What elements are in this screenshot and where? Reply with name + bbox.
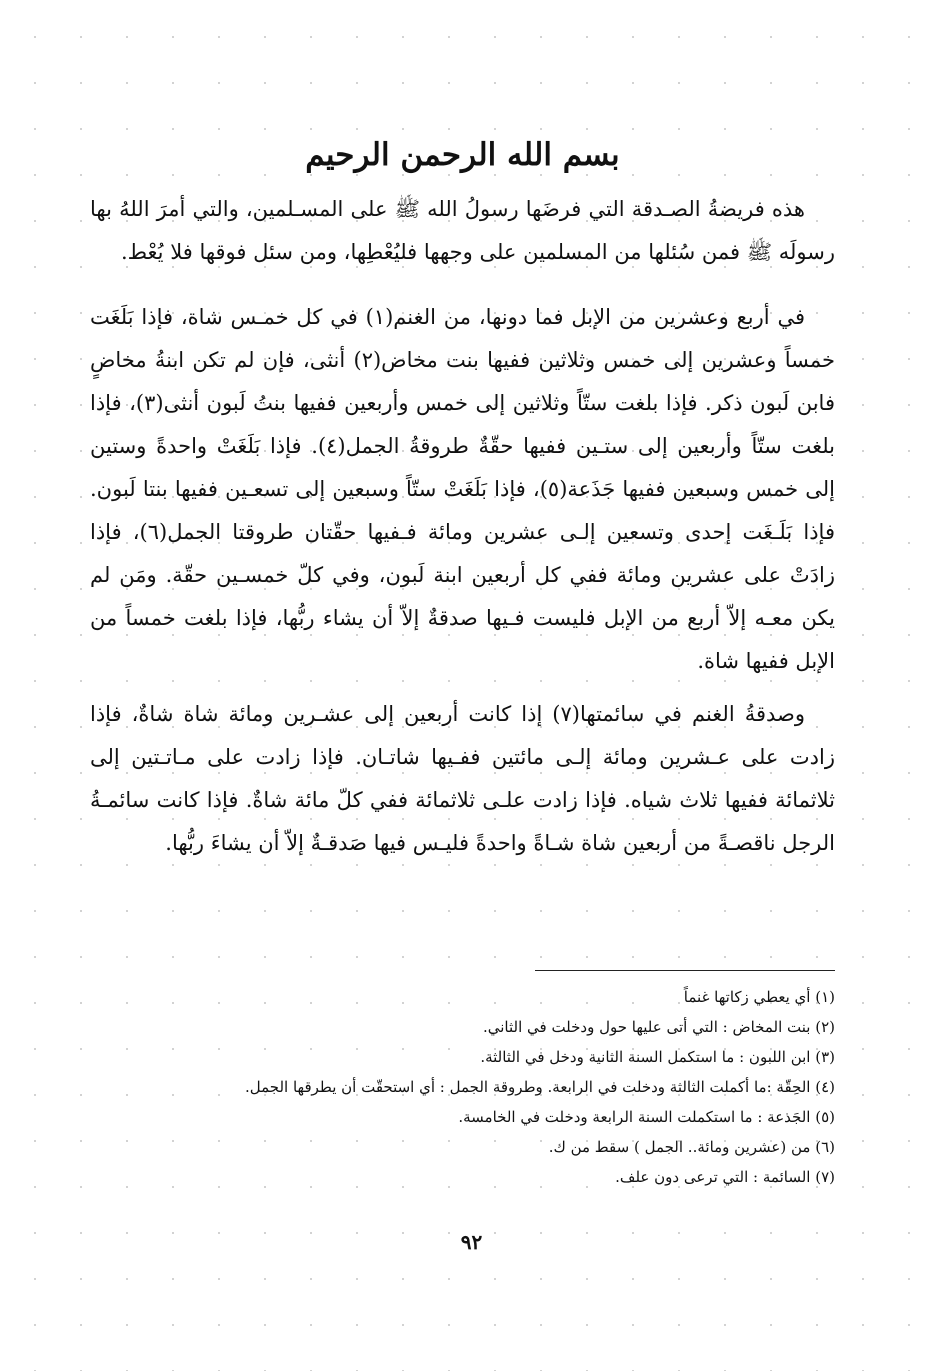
paragraph-gap [90,284,835,296]
footnote-item: (٦) من (عشرين ومائة.. الجمل ) سقط من ك. [548,1138,835,1156]
footnote-item: (١) أي يعطي زكاتها غنماً [683,988,835,1006]
footnote-item: (٢) بنت المخاض : التي أتى عليها حول ودخلت في الثاني. [482,1018,835,1036]
footnote-item: (٧) السائمة : التي ترعى دون علف. [615,1168,835,1186]
paragraph-sheep: وصدقةُ الغنم في سائمتها(٧) إذا كانت أربعين إلى عشـرين ومائة شاة شاةٌ، فإذا زادت على عـشرين ومائة إلـى مائتين ففـيها شاتـان. فإذا زادت على مـاتـتين إلى ثلاثمائة ففيها ثلاث شياه. فإذا زادت علـى ثلاثمائة ففي كلّ مائة شاةٌ. فإذا كانت سائمـةُ الرجل ناقصـةً من أربعين شاة شـاةً واحدةً فليـس فيها صَدقـةٌ إلاّ أن يشاءَ ربُّها. [90,702,835,855]
paragraph-camels: في أربع وعشرين من الإبل فما دونها، من الغنم(١) في كل خمـس شاة، فإذا بَلَغَت خمساً وعشرين إلى خمس وثلاثين ففيها بنت مخاض(٢) أنثى، فإن لم تكن ابنةُ مخاضٍ فابن لَبون ذكر. فإذا بلغت ستّاً وثلاثين إلى خمس وأربعين ففيها بنتُ لَبون أنثى(٣)، فإذا بلغت ستّاً وأربعين إلى ستـين ففيها حقّةٌ طروقةُ الجمل(٤). فإذا بَلَغَتْ واحدةً وستين إلى خمس وسبعين ففيها جَذَعة(٥)، فإذا بَلَغَتْ ستّاً وسبعين إلى تسعـين ففيها بنتا لَبون. فإذا بَلَـغَت إحدى وتسعين إلـى عشرين ومائة فـفيها حقّتان طروقتا الجمل(٦)، فإذا زادَتْ على عشرين ومائة ففي كل أربعين ابنة لَبون، وفي كلّ خمسـين حقّة. ومَن لم يكن معـه إلاّ أربع من الإبل فليست فـيها صدقةٌ إلاّ أن يشاء ربُّها، فإذا بلغت خمساً من الإبل ففيها شاة. [90,305,835,673]
footnote-divider [535,970,835,971]
page-number: ٩٢ [460,1230,483,1254]
page-title: بسم الله الرحمن الرحيم [305,137,620,173]
footnote-item: (٣) ابن اللبون : ما استكمل السنة الثانية ودخل في الثالثة. [480,1048,835,1066]
footnotes-list [90,982,835,1192]
footnote-item: (٥) الجَذعة : ما استكملت السنة الرابعة ودخلت في الخامسة. [458,1108,835,1126]
paragraph-intro: هذه فريضةُ الصـدقة التي فرضَها رسولُ الله ﷺ على المسـلمين، والتي أمرَ اللهُ بها رسولَه ﷺ فمن سُئلها من المسلمين على وجهها فليُعْطِها، ومن سئل فوقها فلا يُعْط. [90,197,835,264]
footnote-item: (٤) الحِقّة :ما أكملت الثالثة ودخلت في الرابعة. وطروقة الجمل : أي استحقّت أن يطرقها الجمل. [244,1078,835,1096]
page-body [90,130,835,875]
